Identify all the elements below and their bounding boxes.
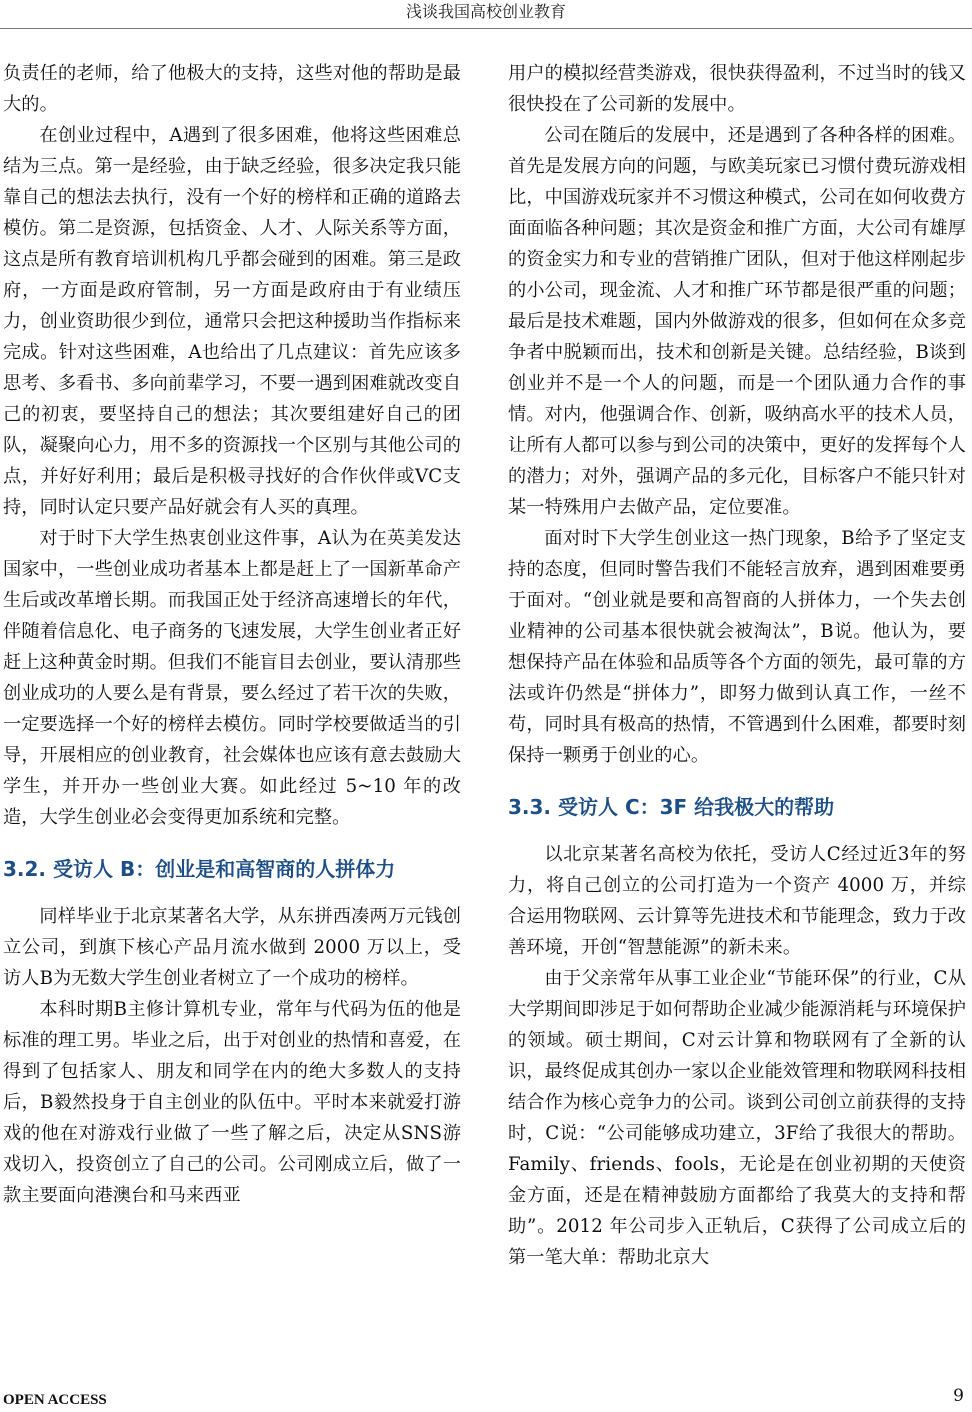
left-column <box>3 58 461 1211</box>
section-heading-3-3: 3.3. 受访人 C：3F 给我极大的帮助 <box>508 795 835 819</box>
paragraph: 同样毕业于北京某著名大学，从东拼西凑两万元钱创立公司，到旗下核心产品月流水做到 2000 万以上，受访人B为无数大学生创业者树立了一个成功的榜样。 <box>3 906 461 989</box>
paragraph: 负责任的老师，给了他极大的支持，这些对他的帮助是最大的。 <box>3 63 461 115</box>
paragraph: 对于时下大学生热衷创业这件事，A认为在英美发达国家中，一些创业成功者基本上都是赶上了一国新革命产生后或改革增长期。而我国正处于经济高速增长的年代，伴随着信息化、电子商务的飞速发展，大学生创业者正好赶上这种黄金时期。但我们不能盲目去创业，要认清那些创业成功的人要么是有背景，要么经过了若干次的失败，一定要选择一个好的榜样去模仿。同时学校要做适当的引导，开展相应的创业教育，社会媒体也应该有意去鼓励大学生，并开办一些创业大赛。如此经过 5~10 年的改造，大学生创业必会变得更加系统和完整。 <box>3 528 461 828</box>
open-access-label: OPEN ACCESS <box>3 1392 107 1408</box>
paragraph: 面对时下大学生创业这一热门现象，B给予了坚定支持的态度，但同时警告我们不能轻言放弃，遇到困难要勇于面对。“创业就是要和高智商的人拼体力，一个失去创业精神的公司基本很快就会被淘汰”，B说。他认为，要想保持产品在体验和品质等各个方面的领先，最可靠的方法或许仍然是“拼体力”，即努力做到认真工作，一丝不苟，同时具有极高的热情，不管遇到什么困难，都要时刻保持一颗勇于创业的心。 <box>508 528 966 766</box>
paragraph: 在创业过程中，A遇到了很多困难，他将这些困难总结为三点。第一是经验，由于缺乏经验，很多决定我只能靠自己的想法去执行，没有一个好的榜样和正确的道路去模仿。第二是资源，包括资金、人才、人际关系等方面，这点是所有教育培训机构几乎都会碰到的困难。第三是政府，一方面是政府管制，另一方面是政府由于有业绩压力，创业资助很少到位，通常只会把这种援助当作指标来完成。针对这些困难，A也给出了几点建议：首先应该多思考、多看书、多向前辈学习，不要一遇到困难就改变自己的初衷，要坚持自己的想法；其次要组建好自己的团队，凝聚向心力，用不多的资源找一个区别与其他公司的点，并好好利用；最后是积极寻找好的合作伙伴或VC支持，同时认定只要产品好就会有人买的真理。 <box>3 125 461 518</box>
paragraph: 用户的模拟经营类游戏，很快获得盈利，不过当时的钱又很快投在了公司新的发展中。 <box>508 63 966 115</box>
paragraph: 本科时期B主修计算机专业，常年与代码为伍的他是标准的理工男。毕业之后，出于对创业的热情和喜爱，在得到了包括家人、朋友和同学在内的绝大多数人的支持后，B毅然投身于自主创业的队伍中。平时本来就爱打游戏的他在对游戏行业做了一些了解之后，决定从SNS游戏切入，投资创立了自己的公司。公司刚成立后，做了一款主要面向港澳台和马来西亚 <box>3 999 461 1206</box>
running-header: 浅谈我国高校创业教育 <box>0 0 972 29</box>
paragraph: 由于父亲常年从事工业企业“节能环保”的行业，C从大学期间即涉足于如何帮助企业减少能源消耗与环境保护的领域。硕士期间，C对云计算和物联网有了全新的认识，最终促成其创办一家以企业能效管理和物联网科技相结合作为核心竞争力的公司。谈到公司创立前获得的支持时，C说：“公司能够成功建立，3F给了我很大的帮助。Family、friends、fools，无论是在创业初期的天使资金方面，还是在精神鼓励方面都给了我莫大的支持和帮助”。2012 年公司步入正轨后，C获得了公司成立后的第一笔大单：帮助北京大 <box>508 968 966 1268</box>
paragraph: 以北京某著名高校为依托，受访人C经过近3年的努力，将自己创立的公司打造为一个资产 4000 万，并综合运用物联网、云计算等先进技术和节能理念，致力于改善环境，开创“智慧能源”的新未来。 <box>508 844 966 958</box>
right-column <box>508 58 966 1273</box>
paragraph: 公司在随后的发展中，还是遇到了各种各样的困难。首先是发展方向的问题，与欧美玩家已习惯付费玩游戏相比，中国游戏玩家并不习惯这种模式，公司在如何收费方面面临各种问题；其次是资金和推广方面，大公司有雄厚的资金实力和专业的营销推广团队，但对于他这样刚起步的小公司，现金流、人才和推广环节都是很严重的问题；最后是技术难题，国内外做游戏的很多，但如何在众多竞争者中脱颖而出，技术和创新是关键。总结经验，B谈到创业并不是一个人的问题，而是一个团队通力合作的事情。对内，他强调合作、创新，吸纳高水平的技术人员，让所有人都可以参与到公司的决策中，更好的发挥每个人的潜力；对外，强调产品的多元化，目标客户不能只针对某一特殊用户去做产品，定位要准。 <box>508 125 966 518</box>
page-number: 9 <box>953 1386 964 1406</box>
section-heading-3-2: 3.2. 受访人 B：创业是和高智商的人拼体力 <box>3 857 396 881</box>
